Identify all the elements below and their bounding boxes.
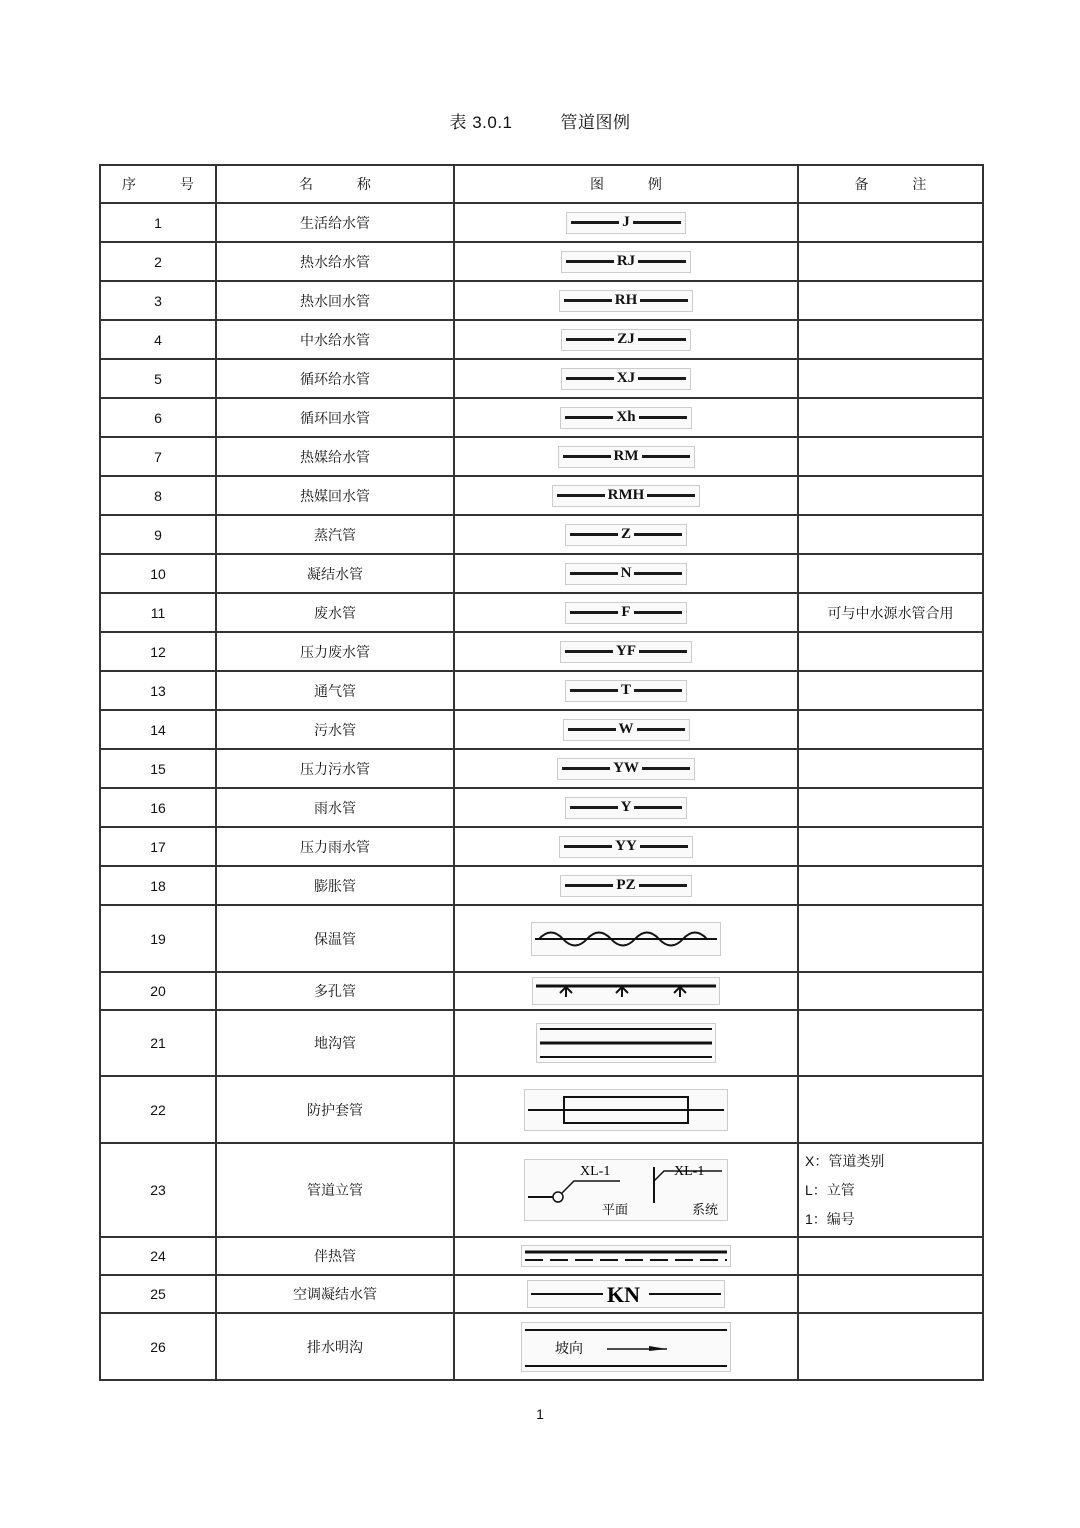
row-note (798, 1237, 983, 1275)
row-number: 3 (100, 281, 216, 320)
row-legend (454, 632, 798, 671)
pipe-line-symbol (560, 875, 691, 897)
riser-plan-label: XL-1 (580, 1164, 611, 1179)
table-row (100, 1313, 983, 1380)
pipe-line-symbol (561, 368, 691, 390)
row-number: 13 (100, 671, 216, 710)
row-name: 防护套管 (216, 1076, 454, 1143)
row-note (798, 905, 983, 972)
row-name: 空调凝结水管 (216, 1275, 454, 1313)
row-name: 循环回水管 (216, 398, 454, 437)
row-note (798, 1313, 983, 1380)
row-number: 5 (100, 359, 216, 398)
table-row (100, 972, 983, 1010)
row-name: 凝结水管 (216, 554, 454, 593)
table-row (100, 398, 983, 437)
slope-label: 坡向 (555, 1341, 583, 1357)
pipe-line-symbol (557, 758, 695, 780)
row-name: 伴热管 (216, 1237, 454, 1275)
pipe-code: F (621, 604, 631, 620)
heat-tracing-pipe-symbol (521, 1245, 731, 1267)
row-number: 16 (100, 788, 216, 827)
row-name: 保温管 (216, 905, 454, 972)
row-legend (454, 476, 798, 515)
row-name: 污水管 (216, 710, 454, 749)
row-note (798, 1143, 983, 1237)
row-name: 蒸汽管 (216, 515, 454, 554)
row-note (798, 476, 983, 515)
row-legend (454, 320, 798, 359)
header-note: 备 注 (798, 165, 983, 203)
row-number: 15 (100, 749, 216, 788)
table-row (100, 1143, 983, 1237)
table-row (100, 788, 983, 827)
row-legend (454, 1275, 798, 1313)
ac-condensate-pipe-symbol (527, 1280, 725, 1308)
row-number: 14 (100, 710, 216, 749)
pipe-code: W (618, 721, 634, 737)
row-note (798, 827, 983, 866)
riser-node-icon (553, 1192, 563, 1202)
row-legend (454, 281, 798, 320)
row-legend (454, 242, 798, 281)
row-number: 19 (100, 905, 216, 972)
pipe-line-symbol (560, 407, 691, 429)
table-row (100, 671, 983, 710)
row-legend (454, 788, 798, 827)
note-line: L：立管 (805, 1181, 855, 1198)
pipe-line-symbol (561, 329, 691, 351)
table-row (100, 359, 983, 398)
header-row (100, 165, 983, 203)
pipe-code: RM (613, 448, 639, 464)
row-name: 雨水管 (216, 788, 454, 827)
table-row (100, 866, 983, 905)
row-number: 1 (100, 203, 216, 242)
table-row (100, 242, 983, 281)
riser-pipe-symbol (524, 1159, 728, 1221)
row-number: 22 (100, 1076, 216, 1143)
row-note (798, 1010, 983, 1076)
pipe-line-symbol (552, 485, 701, 507)
pipe-code: N (620, 565, 632, 581)
pipe-code: RH (614, 292, 638, 308)
row-note (798, 359, 983, 398)
row-legend (454, 827, 798, 866)
row-number: 21 (100, 1010, 216, 1076)
row-note: 可与中水源水管合用 (798, 593, 983, 632)
pipe-line-symbol (565, 797, 688, 819)
pipe-code: J (622, 214, 630, 230)
row-number: 8 (100, 476, 216, 515)
row-legend (454, 1237, 798, 1275)
table-row (100, 905, 983, 972)
row-number: 20 (100, 972, 216, 1010)
row-note (798, 671, 983, 710)
row-note (798, 710, 983, 749)
row-legend (454, 1143, 798, 1237)
row-legend (454, 1076, 798, 1143)
protective-sleeve-symbol (524, 1089, 728, 1131)
row-legend (454, 671, 798, 710)
row-number: 24 (100, 1237, 216, 1275)
row-legend (454, 972, 798, 1010)
insulated-pipe-symbol (531, 922, 721, 956)
table-row (100, 1237, 983, 1275)
pipe-line-symbol (559, 290, 694, 312)
row-name: 中水给水管 (216, 320, 454, 359)
table-row (100, 749, 983, 788)
page-number: 1 (536, 1406, 544, 1422)
row-number: 18 (100, 866, 216, 905)
pipe-code: T (620, 682, 631, 698)
pipe-code: PZ (616, 877, 636, 893)
pipe-code: Z (620, 526, 631, 542)
table-row (100, 632, 983, 671)
row-name: 废水管 (216, 593, 454, 632)
table-row (100, 203, 983, 242)
row-name: 多孔管 (216, 972, 454, 1010)
header-legend: 图 例 (454, 165, 798, 203)
header-name: 名 称 (216, 165, 454, 203)
table-caption: 管道图例 (560, 113, 631, 132)
row-number: 11 (100, 593, 216, 632)
row-name: 压力污水管 (216, 749, 454, 788)
pipe-legend-table (99, 164, 984, 1381)
pipe-line-symbol (565, 602, 686, 624)
pipe-code: YW (613, 760, 639, 776)
pipe-line-symbol (559, 836, 693, 858)
table-row (100, 1076, 983, 1143)
pipe-code: Y (620, 799, 632, 815)
row-note (798, 866, 983, 905)
row-legend (454, 203, 798, 242)
table-row (100, 1275, 983, 1313)
row-number: 10 (100, 554, 216, 593)
row-legend (454, 866, 798, 905)
table-row (100, 515, 983, 554)
row-note (798, 242, 983, 281)
row-legend (454, 593, 798, 632)
pipe-line-symbol (566, 212, 686, 234)
row-note (798, 281, 983, 320)
row-legend (454, 359, 798, 398)
row-legend (454, 437, 798, 476)
riser-system-label: XL-1 (674, 1164, 705, 1179)
row-note (798, 788, 983, 827)
pipe-line-symbol (565, 680, 687, 702)
header-seq: 序 号 (100, 165, 216, 203)
row-name: 热水给水管 (216, 242, 454, 281)
row-name: 热媒给水管 (216, 437, 454, 476)
row-note (798, 398, 983, 437)
table-row (100, 554, 983, 593)
row-name: 膨胀管 (216, 866, 454, 905)
row-name: 热水回水管 (216, 281, 454, 320)
row-legend (454, 554, 798, 593)
row-legend (454, 1313, 798, 1380)
pipe-code: RJ (616, 253, 636, 269)
table-title (0, 108, 1080, 133)
pipe-code: ZJ (617, 331, 635, 347)
pipe-code: YY (615, 838, 637, 854)
table-row (100, 437, 983, 476)
pipe-line-symbol (558, 446, 695, 468)
table-row (100, 476, 983, 515)
row-legend (454, 1010, 798, 1076)
row-note (798, 203, 983, 242)
pipe-line-symbol (561, 251, 691, 273)
row-name: 管道立管 (216, 1143, 454, 1237)
row-number: 12 (100, 632, 216, 671)
table-row (100, 1010, 983, 1076)
table-row (100, 320, 983, 359)
row-note (798, 554, 983, 593)
row-name: 热媒回水管 (216, 476, 454, 515)
row-number: 25 (100, 1275, 216, 1313)
row-note (798, 632, 983, 671)
table-row (100, 281, 983, 320)
note-line: 1：编号 (805, 1210, 855, 1227)
trench-pipe-symbol (536, 1023, 716, 1063)
row-name: 地沟管 (216, 1010, 454, 1076)
row-name: 排水明沟 (216, 1313, 454, 1380)
row-note (798, 437, 983, 476)
pipe-code: Xh (616, 409, 636, 425)
row-note (798, 972, 983, 1010)
row-number: 26 (100, 1313, 216, 1380)
table-row (100, 827, 983, 866)
pipe-line-symbol (560, 641, 692, 663)
table-row (100, 710, 983, 749)
row-name: 通气管 (216, 671, 454, 710)
perforated-pipe-symbol (532, 977, 720, 1005)
row-name: 压力雨水管 (216, 827, 454, 866)
row-legend (454, 515, 798, 554)
row-number: 17 (100, 827, 216, 866)
row-number: 23 (100, 1143, 216, 1237)
row-name: 压力废水管 (216, 632, 454, 671)
pipe-code: KN (607, 1282, 640, 1307)
table-row (100, 593, 983, 632)
pipe-code: XJ (616, 370, 636, 386)
row-name: 循环给水管 (216, 359, 454, 398)
row-name: 生活给水管 (216, 203, 454, 242)
row-number: 2 (100, 242, 216, 281)
pipe-line-symbol (565, 524, 687, 546)
row-note (798, 749, 983, 788)
row-note (798, 515, 983, 554)
row-number: 6 (100, 398, 216, 437)
pipe-code: YF (616, 643, 636, 659)
row-note (798, 1076, 983, 1143)
row-note (798, 320, 983, 359)
pipe-line-symbol (565, 563, 688, 585)
row-number: 7 (100, 437, 216, 476)
row-legend (454, 905, 798, 972)
riser-system-caption: 系统 (692, 1202, 719, 1217)
row-legend (454, 398, 798, 437)
note-line: X：管道类别 (805, 1152, 885, 1169)
row-note (798, 1275, 983, 1313)
row-legend (454, 710, 798, 749)
row-legend (454, 749, 798, 788)
table-number: 表 3.0.1 (449, 113, 513, 132)
riser-plan-caption: 平面 (602, 1202, 629, 1217)
pipe-code: RMH (607, 487, 645, 503)
row-number: 9 (100, 515, 216, 554)
open-drain-symbol (521, 1322, 731, 1372)
row-number: 4 (100, 320, 216, 359)
pipe-line-symbol (563, 719, 690, 741)
